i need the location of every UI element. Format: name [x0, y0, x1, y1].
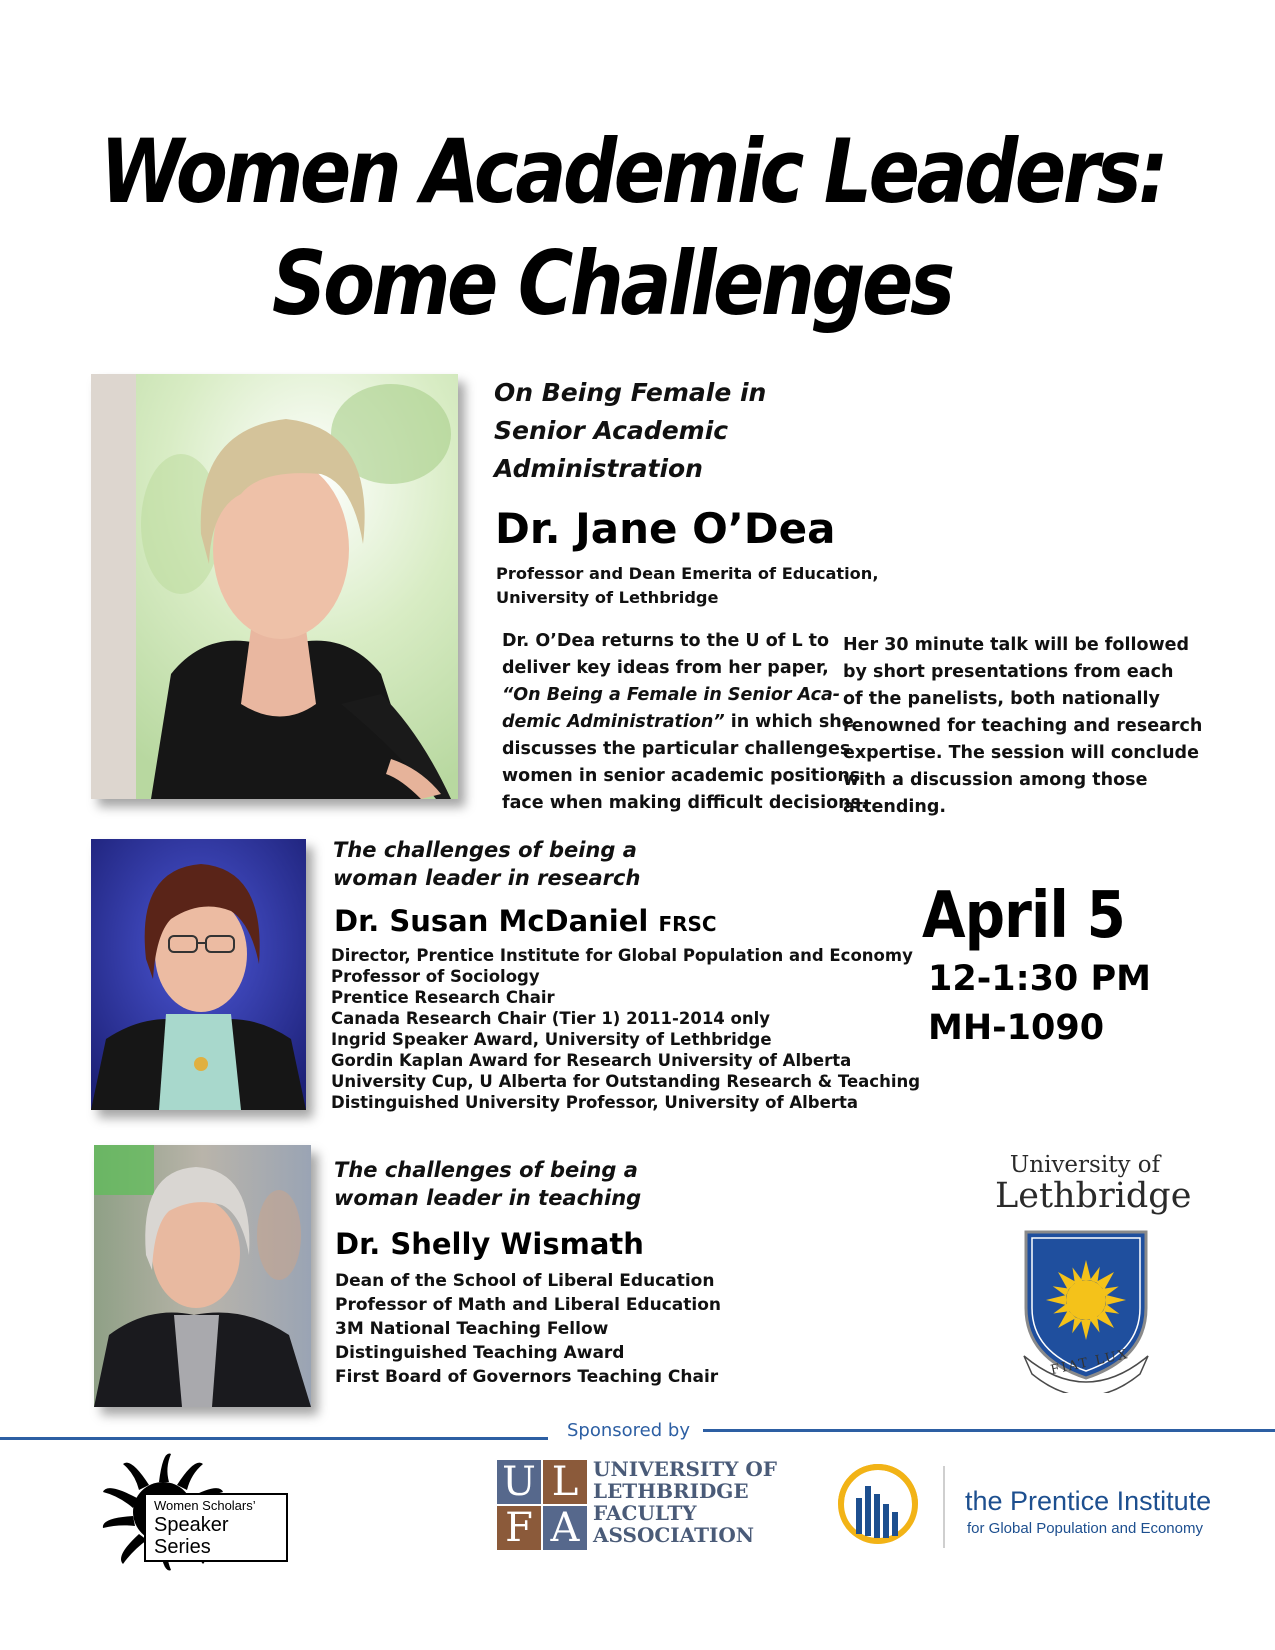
speaker-1-credentials: [496, 562, 878, 610]
ulfa-logo: [497, 1457, 778, 1560]
prentice-divider: [943, 1466, 945, 1548]
topic-line: Senior Academic: [494, 416, 729, 445]
credential-line: Professor and Dean Emerita of Education,: [496, 564, 879, 583]
speaker-1-name: Dr. Jane O’Dea: [495, 504, 836, 553]
ulfa-letter-a: A: [543, 1506, 587, 1550]
prentice-name: the Prentice Institute: [965, 1486, 1212, 1516]
ulfa-name-line: ASSOCIATION: [593, 1523, 755, 1547]
description-line: attending.: [843, 797, 947, 817]
credential-line: Prentice Research Chair: [331, 988, 555, 1007]
uofl-motto: FIAT LUX: [1049, 1346, 1131, 1379]
topic-speaker-2: [333, 836, 640, 892]
description-line: face when making difficult decisions.: [502, 793, 868, 813]
sponsored-label: Sponsored by: [567, 1420, 690, 1441]
credential-line: University Cup, U Alberta for Outstanding Research & Teaching: [331, 1072, 921, 1091]
credential-line: Distinguished University Professor, University of Alberta: [331, 1093, 858, 1112]
description-line: women in senior academic positions: [502, 766, 861, 786]
credential-line: Professor of Sociology: [331, 967, 540, 986]
description-line: expertise. The session will conclude: [843, 743, 1199, 763]
topic-line: woman leader in teaching: [334, 1186, 642, 1210]
uofl-logo-line-2: Lethbridge: [995, 1176, 1192, 1216]
credential-line: University of Lethbridge: [496, 588, 719, 607]
topic-speaker-3: [334, 1156, 641, 1212]
description-line: of the panelists, both nationally: [843, 689, 1160, 709]
description-line: in which she: [724, 712, 854, 732]
speaker-2-name-text: Dr. Susan McDaniel: [334, 904, 649, 938]
paper-title-line: “On Being a Female in Senior Aca-: [502, 685, 841, 705]
uofl-shield-icon: [1020, 1228, 1152, 1397]
prentice-tagline: for Global Population and Economy: [967, 1520, 1203, 1537]
paper-title-line: demic Administration”: [502, 712, 725, 732]
speaker-3-name: Dr. Shelly Wismath: [335, 1227, 644, 1261]
footer-rule-right: [703, 1429, 1275, 1432]
photo-shelly-wismath: [94, 1145, 311, 1407]
page-title-line-1: Women Academic Leaders:: [100, 120, 1166, 223]
ulfa-letter-f: F: [497, 1506, 541, 1550]
wss-logo: [98, 1447, 288, 1567]
page-title-line-2: Some Challenges: [272, 232, 952, 335]
topic-line: The challenges of being a: [333, 838, 637, 862]
ulfa-name-line: FACULTY: [593, 1501, 697, 1525]
speaker-3-credentials: [335, 1269, 721, 1389]
uofl-logo: [995, 1152, 1192, 1216]
wss-label-box: [144, 1493, 288, 1562]
description-line: renowned for teaching and research: [843, 716, 1203, 736]
credential-line: Director, Prentice Institute for Global Population and Economy: [331, 946, 913, 965]
credential-line: Distinguished Teaching Award: [335, 1343, 625, 1363]
speaker-2-credentials: [331, 945, 920, 1113]
speaker-2-name: [334, 904, 717, 938]
credential-line: Canada Research Chair (Tier 1) 2011-2014 only: [331, 1009, 771, 1028]
topic-line: The challenges of being a: [334, 1158, 638, 1182]
event-date: April 5: [922, 879, 1125, 953]
credential-line: 3M National Teaching Fellow: [335, 1319, 609, 1339]
description-line: by short presentations from each: [843, 662, 1174, 682]
speaker-2-honorific: FRSC: [658, 912, 717, 936]
ulfa-letter-u: U: [497, 1460, 541, 1504]
credential-line: Gordin Kaplan Award for Research University of Alberta: [331, 1051, 852, 1070]
topic-line: Administration: [494, 454, 703, 483]
ulfa-name-line: LETHBRIDGE: [593, 1479, 749, 1503]
topic-speaker-1: [494, 374, 766, 488]
ulfa-letter-l: L: [543, 1460, 587, 1504]
footer-rule-left: [0, 1437, 548, 1440]
topic-line: On Being Female in: [494, 378, 767, 407]
wss-line-1: Women Scholars’: [154, 1498, 256, 1513]
credential-line: Professor of Math and Liberal Education: [335, 1295, 721, 1315]
description-line: Her 30 minute talk will be followed: [843, 635, 1190, 655]
uofl-logo-line-1: University of: [1009, 1152, 1161, 1178]
description-line: with a discussion among those: [843, 770, 1148, 790]
speaker-1-description: [502, 628, 868, 817]
credential-line: Dean of the School of Liberal Education: [335, 1271, 715, 1291]
credential-line: Ingrid Speaker Award, University of Lethbridge: [331, 1030, 772, 1049]
credential-line: First Board of Governors Teaching Chair: [335, 1367, 719, 1387]
event-room: MH-1090: [928, 1008, 1105, 1048]
ulfa-name-line: UNIVERSITY OF: [593, 1457, 778, 1481]
event-time: 12-1:30 PM: [928, 959, 1151, 999]
ulfa-name: [593, 1458, 777, 1546]
photo-jane-odea: [91, 374, 458, 799]
prentice-emblem-icon: [838, 1464, 918, 1548]
photo-susan-mcdaniel: [91, 839, 306, 1110]
wss-line-2: Speaker Series: [154, 1514, 229, 1558]
description-line: deliver key ideas from her paper,: [502, 658, 829, 678]
topic-line: woman leader in research: [333, 866, 641, 890]
description-line: Dr. O’Dea returns to the U of L to: [502, 631, 830, 651]
session-description: [843, 632, 1203, 821]
description-line: discusses the particular challenges: [502, 739, 851, 759]
